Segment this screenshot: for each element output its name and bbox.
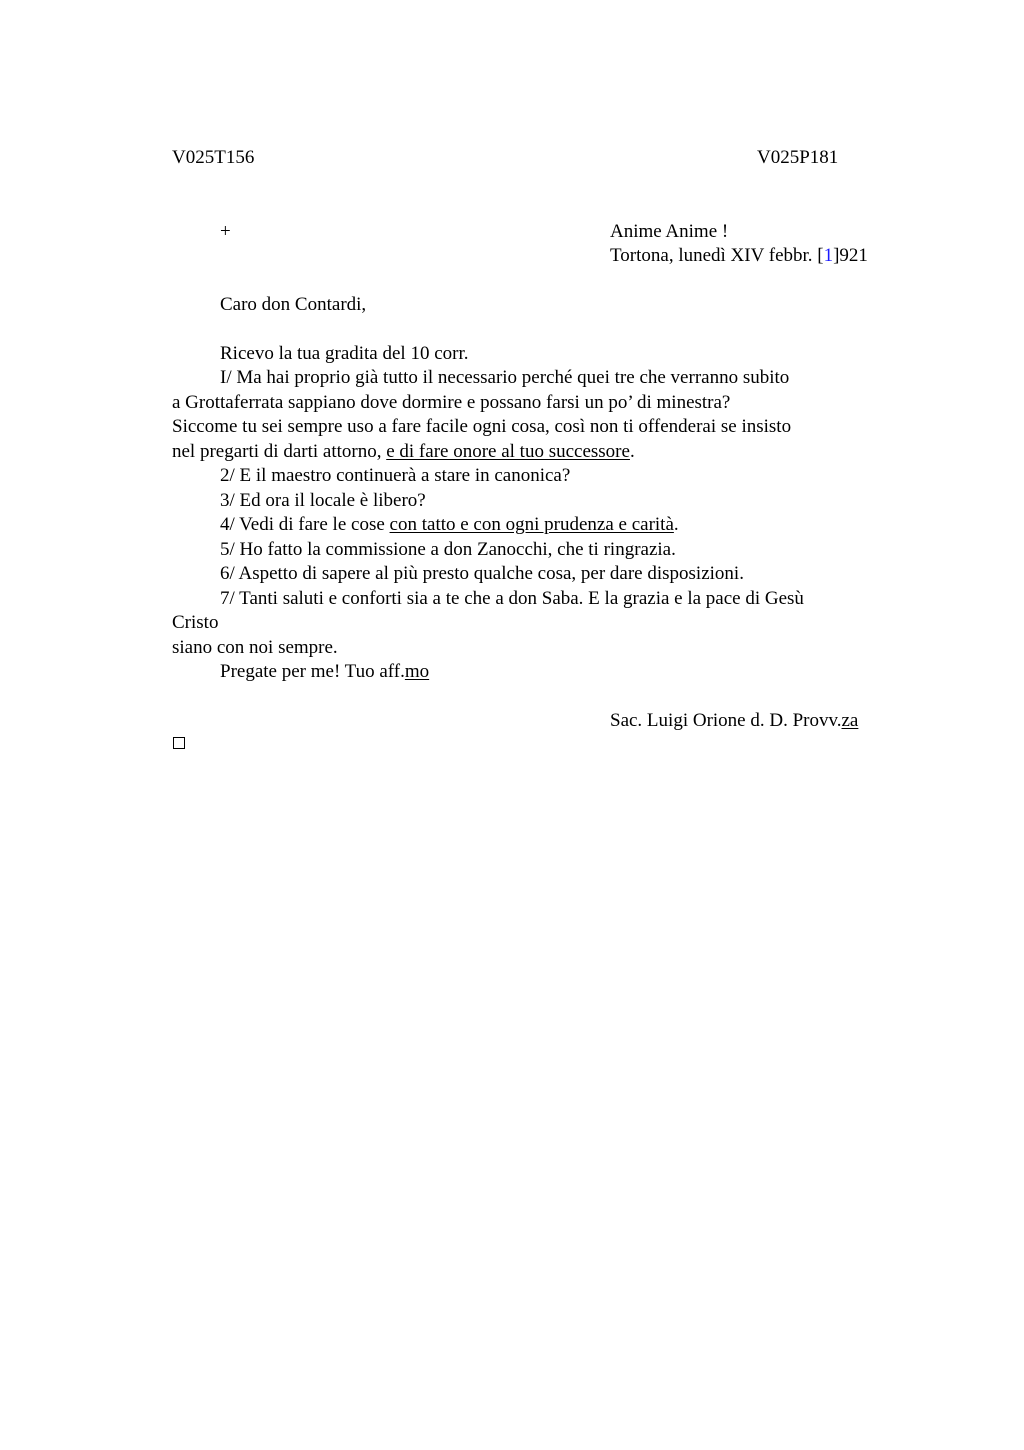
item-7-line-1: 7/ Tanti saluti e conforti sia a te che a don Saba. E la grazia e la pace di Gesù: [220, 588, 804, 609]
signature-text: Sac. Luigi Orione d. D. Provv.: [610, 710, 842, 731]
item-4: [220, 513, 679, 537]
place-date: [610, 244, 868, 268]
closing-text: Pregate per me! Tuo aff.: [220, 661, 405, 682]
footnote-reference[interactable]: 1: [823, 245, 834, 266]
salutation: Caro don Contardi,: [220, 294, 367, 315]
item-1-line-2: a Grottaferrata sappiano dove dormire e possano farsi un po’ di minestra?: [172, 392, 731, 413]
item-1-line-4-end: .: [629, 441, 635, 462]
item-1-line-1: I/ Ma hai proprio già tutto il necessario perché quei tre che verranno subito: [220, 367, 790, 388]
closing-abbreviation: mo: [404, 661, 430, 682]
signature-abbreviation: za: [841, 710, 859, 731]
signature: [610, 709, 858, 733]
item-6: 6/ Aspetto di sapere al più presto qualche cosa, per dare disposizioni.: [220, 563, 744, 584]
cross-symbol: +: [220, 221, 231, 242]
item-4-end: .: [673, 514, 679, 535]
closing: [220, 660, 429, 684]
item-3: 3/ Ed ora il locale è libero?: [220, 490, 426, 511]
item-1-line-3: Siccome tu sei sempre uso a fare facile ogni cosa, così non ti offenderai se insisto: [172, 416, 792, 437]
date-suffix: ]921: [833, 245, 868, 266]
date-prefix: Tortona, lunedì XIV febbr. [: [610, 245, 824, 266]
underlined-phrase: e di fare onore al tuo successore: [386, 441, 630, 462]
item-7-line-2: Cristo: [172, 612, 219, 633]
paragraph-intro: Ricevo la tua gradita del 10 corr.: [220, 343, 469, 364]
checkbox-square-icon: [173, 737, 185, 749]
motto: Anime Anime !: [610, 221, 729, 242]
item-7-line-3: siano con noi sempre.: [172, 637, 338, 658]
document-code-right: V025P181: [757, 147, 839, 168]
item-4-text: 4/ Vedi di fare le cose: [220, 514, 390, 535]
item-1-line-4-text: nel pregarti di darti attorno,: [172, 441, 387, 462]
item-1-line-4: [172, 440, 635, 464]
item-5: 5/ Ho fatto la commissione a don Zanocchi, che ti ringrazia.: [220, 539, 676, 560]
item-2: 2/ E il maestro continuerà a stare in canonica?: [220, 465, 571, 486]
document-code-left: V025T156: [172, 147, 255, 168]
underlined-phrase: con tatto e con ogni prudenza e carità: [389, 514, 674, 535]
